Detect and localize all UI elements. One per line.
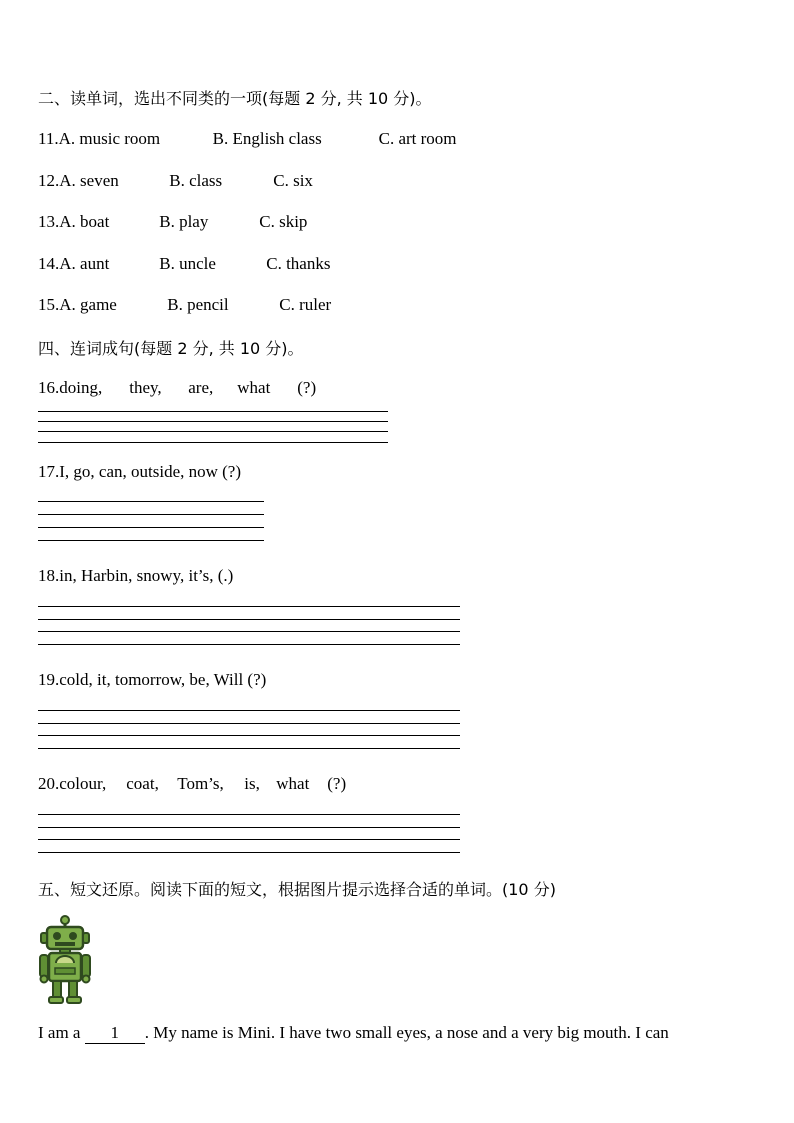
section5-heading: 五、短文还原。阅读下面的短文，根据图片提示选择合适的单词。(10 分) — [38, 880, 556, 899]
word: colour, — [59, 774, 107, 793]
option-a: A. seven — [59, 171, 119, 190]
answer-line[interactable] — [38, 411, 388, 412]
option-b: B. uncle — [159, 254, 216, 273]
word: they, — [129, 378, 162, 397]
passage-text — [38, 1023, 669, 1044]
question-number: 12. — [38, 171, 60, 190]
answer-line[interactable] — [38, 814, 460, 815]
question-number: 13. — [38, 212, 60, 231]
word: (?) — [297, 378, 317, 397]
question-number: 17. — [38, 462, 60, 481]
option-a: A. aunt — [59, 254, 110, 273]
answer-line[interactable] — [38, 723, 460, 724]
question-16 — [38, 378, 316, 398]
question-17 — [38, 462, 241, 482]
section4-heading: 四、连词成句(每题 2 分, 共 10 分)。 — [38, 339, 304, 358]
answer-line[interactable] — [38, 606, 460, 607]
option-a: A. music room — [58, 129, 161, 148]
word: is, — [244, 774, 260, 793]
option-a: A. game — [59, 295, 117, 314]
option-b: B. play — [159, 212, 209, 231]
question-number: 19. — [38, 670, 60, 689]
answer-line[interactable] — [38, 514, 264, 515]
question-number: 18. — [38, 566, 60, 585]
answer-line[interactable] — [38, 421, 388, 422]
passage-rest: . My name is Mini. I have two small eyes, a nose and a very big mouth. I can — [144, 1023, 669, 1042]
word: coat, — [126, 774, 159, 793]
word: Tom’s, — [177, 774, 224, 793]
question-words: I, go, can, outside, now (?) — [59, 462, 242, 481]
question-13 — [38, 212, 307, 232]
answer-line[interactable] — [38, 619, 460, 620]
question-20 — [38, 774, 346, 794]
question-15 — [38, 295, 331, 315]
question-number: 14. — [38, 254, 60, 273]
word: what — [276, 774, 310, 793]
answer-line[interactable] — [38, 748, 460, 749]
question-12 — [38, 171, 313, 191]
answer-line[interactable] — [38, 540, 264, 541]
option-c: C. ruler — [279, 295, 332, 314]
option-b: B. class — [169, 171, 223, 190]
passage-start: I am a — [38, 1023, 85, 1042]
option-c: C. art room — [378, 129, 457, 148]
robot-icon — [38, 915, 92, 1005]
answer-line[interactable] — [38, 501, 264, 502]
question-words: in, Harbin, snowy, it’s, (.) — [59, 566, 234, 585]
option-b: B. English class — [212, 129, 322, 148]
section2-heading: 二、读单词，选出不同类的一项(每题 2 分, 共 10 分)。 — [38, 89, 432, 108]
option-a: A. boat — [59, 212, 110, 231]
option-c: C. thanks — [266, 254, 331, 273]
answer-line[interactable] — [38, 827, 460, 828]
question-11 — [38, 129, 457, 149]
answer-line[interactable] — [38, 527, 264, 528]
question-number: 11. — [38, 129, 59, 148]
answer-line[interactable] — [38, 710, 460, 711]
question-words: cold, it, tomorrow, be, Will (?) — [59, 670, 267, 689]
option-c: C. six — [273, 171, 313, 190]
question-number: 16. — [38, 378, 60, 397]
question-14 — [38, 254, 330, 274]
word: (?) — [327, 774, 347, 793]
blank-1[interactable]: 1 — [85, 1023, 145, 1044]
option-c: C. skip — [259, 212, 308, 231]
answer-line[interactable] — [38, 839, 460, 840]
answer-line[interactable] — [38, 631, 460, 632]
word: doing, — [59, 378, 103, 397]
answer-line[interactable] — [38, 431, 388, 432]
answer-line[interactable] — [38, 735, 460, 736]
option-b: B. pencil — [167, 295, 229, 314]
question-number: 20. — [38, 774, 60, 793]
question-18 — [38, 566, 233, 586]
answer-line[interactable] — [38, 852, 460, 853]
question-19 — [38, 670, 266, 690]
answer-line[interactable] — [38, 442, 388, 443]
answer-line[interactable] — [38, 644, 460, 645]
word: are, — [188, 378, 214, 397]
question-number: 15. — [38, 295, 60, 314]
word: what — [237, 378, 271, 397]
